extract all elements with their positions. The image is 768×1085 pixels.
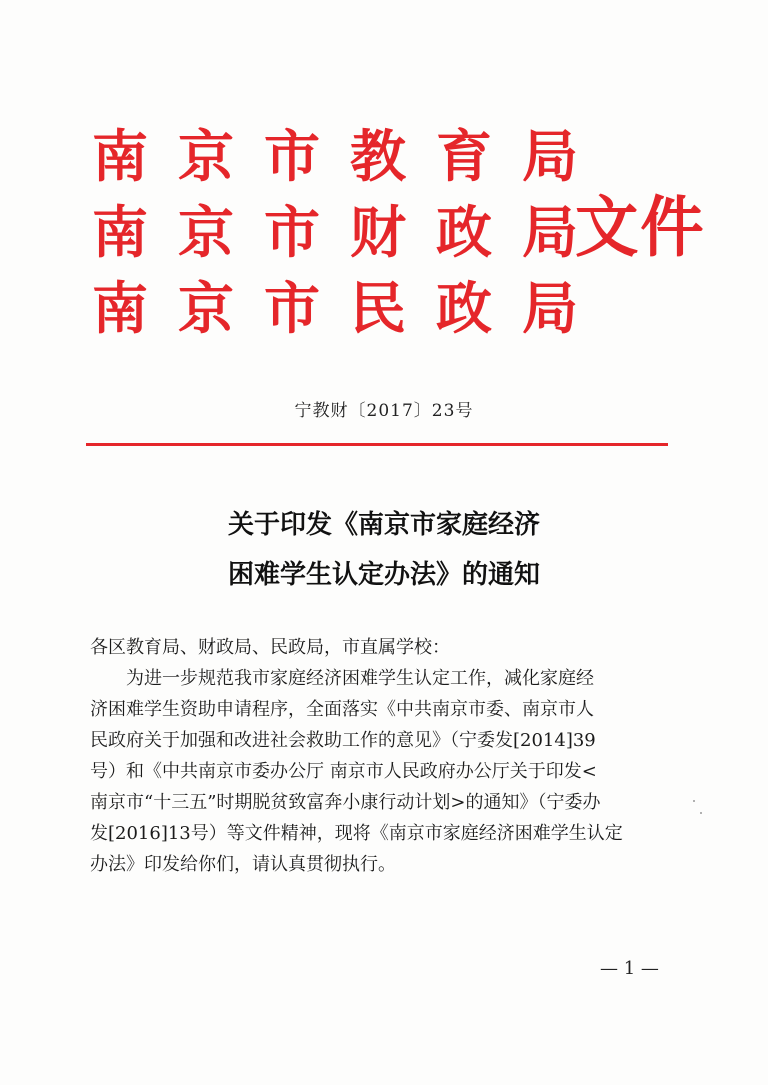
scan-speck — [693, 800, 695, 802]
issuer-finance-bureau: 南京市财政局 — [92, 201, 608, 266]
salutation: 各区教育局、财政局、民政局，市直属学校： — [90, 637, 450, 658]
document-title — [0, 500, 768, 600]
issuer-civil-affairs-bureau: 南京市民政局 — [92, 277, 608, 342]
paragraph-line: 南京市“十三五”时期脱贫致富奔小康行动计划>的通知》（宁委办 — [90, 792, 601, 813]
paragraph-line: 济困难学生资助申请程序，全面落实《中共南京市委、南京市人 — [90, 699, 594, 720]
document-body — [90, 632, 680, 880]
red-divider-line — [86, 443, 668, 446]
paragraph-line: 发[2016]13号）等文件精神，现将《南京市家庭经济困难学生认定 — [90, 823, 623, 844]
issuer-education-bureau: 南京市教育局 — [92, 125, 608, 190]
title-line-2: 困难学生认定办法》的通知 — [227, 560, 540, 590]
issuer-block — [92, 120, 608, 348]
document-number: 宁教财〔2017〕23号 — [294, 401, 474, 421]
scan-speck — [700, 812, 702, 814]
document-type-label: 文件 — [575, 189, 706, 266]
title-line-1: 关于印发《南京市家庭经济 — [227, 510, 540, 540]
page-number: — 1 — — [600, 958, 659, 979]
paragraph-line: 为进一步规范我市家庭经济困难学生认定工作，减化家庭经 — [126, 668, 594, 689]
paragraph-line: 号）和《中共南京市委办公厅 南京市人民政府办公厅关于印发< — [90, 761, 597, 782]
paragraph-line: 民政府关于加强和改进社会救助工作的意见》（宁委发[2014]39 — [90, 730, 596, 751]
paragraph-line: 办法》印发给你们，请认真贯彻执行。 — [90, 854, 396, 875]
